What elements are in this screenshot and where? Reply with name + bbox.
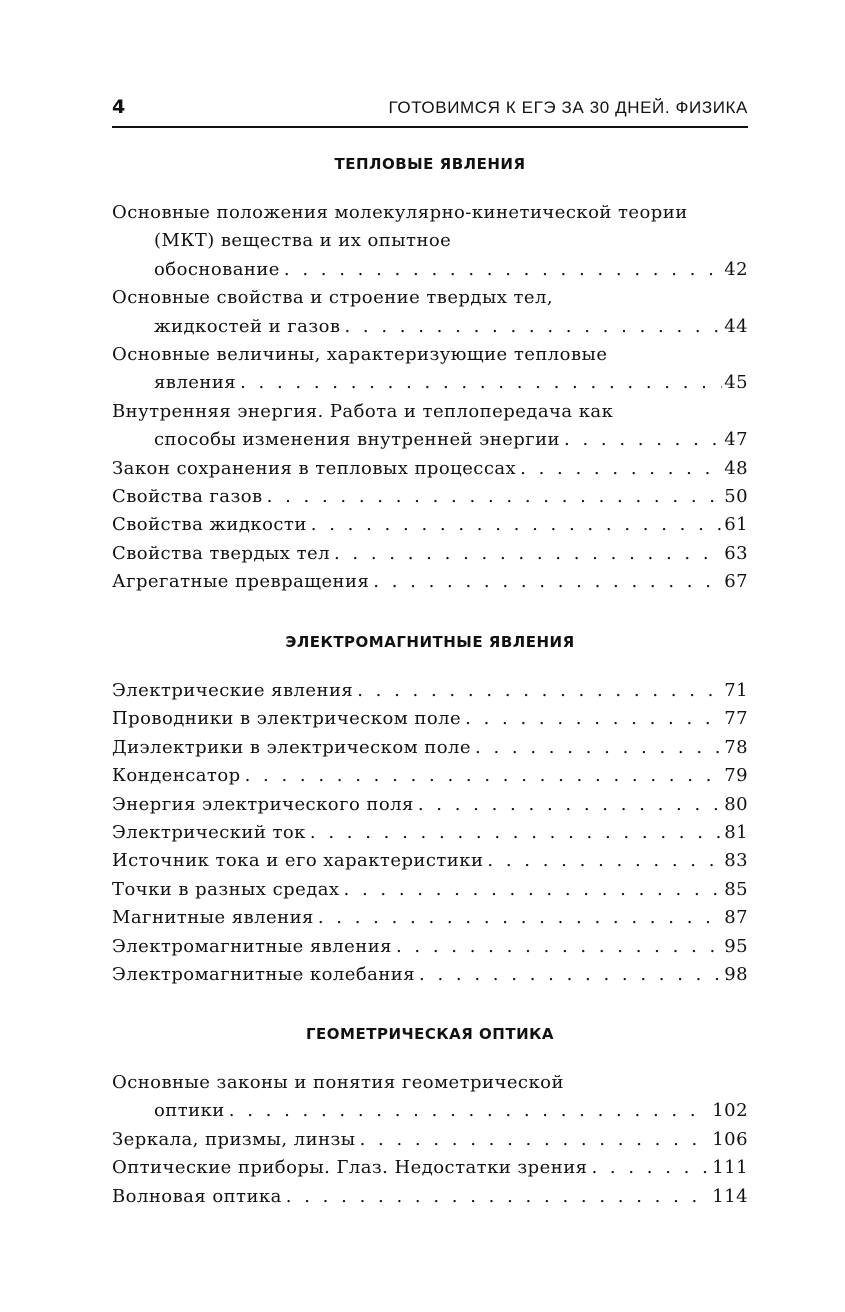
toc-entry-label: Свойства твердых тел — [112, 542, 330, 564]
toc-entry-line — [112, 677, 748, 705]
toc-entry-label: Основные свойства и строение твердых тел, — [112, 287, 554, 309]
toc-entry-line — [112, 933, 748, 961]
toc-entry[interactable] — [112, 199, 748, 284]
toc-page-number: 98 — [724, 964, 748, 986]
toc-page-number: 111 — [712, 1157, 748, 1179]
toc-entry[interactable] — [112, 705, 748, 733]
toc-entry-label: Электромагнитные колебания — [112, 964, 416, 986]
running-title: ГОТОВИМСЯ К ЕГЭ ЗА 30 ДНЕЙ. ФИЗИКА — [388, 98, 748, 117]
dot-leader — [310, 819, 722, 847]
toc-entry-label: Агрегатные превращения — [112, 571, 370, 593]
toc-entry-line — [112, 1069, 748, 1097]
section-electromagnetic — [112, 631, 748, 989]
toc-entry-label: Магнитные явления — [112, 907, 314, 929]
toc-entry-line — [112, 256, 748, 284]
toc-entry-label: способы изменения внутренней энергии — [154, 429, 561, 451]
toc-entry-line — [112, 483, 748, 511]
toc-entry-label: Диэлектрики в электрическом поле — [112, 736, 472, 758]
toc-page-number: 48 — [724, 457, 748, 479]
toc-page-number: 67 — [724, 571, 748, 593]
toc-entry-line — [112, 227, 748, 255]
toc-entry-line — [112, 961, 748, 989]
toc-entry-label: Электромагнитные явления — [112, 935, 392, 957]
toc-entry-label: Электрические явления — [112, 680, 354, 701]
toc-entry-label: оптики — [154, 1100, 225, 1122]
toc-page-number: 80 — [724, 793, 748, 815]
toc-entry[interactable] — [112, 734, 748, 762]
toc-entry-label: Закон сохранения в тепловых процессах — [112, 457, 517, 479]
toc-page-number: 44 — [724, 315, 748, 337]
toc-page-number: 87 — [724, 907, 748, 929]
section-title: ГЕОМЕТРИЧЕСКАЯ ОПТИКА — [306, 1025, 554, 1043]
dot-leader — [318, 904, 722, 932]
dot-leader — [286, 1183, 710, 1211]
toc-entry-label: Волновая оптика — [112, 1185, 282, 1207]
toc-entry[interactable] — [112, 1154, 748, 1182]
page-number: 4 — [112, 96, 126, 118]
toc-list — [112, 677, 748, 989]
toc-entry-label: Зеркала, призмы, линзы — [112, 1128, 356, 1150]
toc-entry-line — [112, 199, 748, 227]
section-title: ТЕПЛОВЫЕ ЯВЛЕНИЯ — [334, 155, 526, 173]
toc-entry-line — [112, 540, 748, 568]
toc-entry-label: Конденсатор — [112, 765, 241, 787]
toc-entry-line — [112, 819, 748, 847]
toc-entry-label: Проводники в электрическом поле — [112, 708, 462, 730]
section-title: ЭЛЕКТРОМАГНИТНЫЕ ЯВЛЕНИЯ — [285, 633, 575, 651]
toc-entry-line — [112, 398, 748, 426]
toc-page-number: 61 — [724, 514, 748, 536]
toc-entry-line — [112, 734, 748, 762]
toc-entry-label: жидкостей и газов — [154, 315, 341, 337]
dot-leader — [396, 933, 722, 961]
toc-entry[interactable] — [112, 284, 748, 341]
dot-leader — [344, 313, 722, 341]
dot-leader — [240, 369, 722, 397]
page-header — [112, 96, 748, 128]
toc-entry[interactable] — [112, 1183, 748, 1211]
toc-list — [112, 199, 748, 597]
toc-entry-line — [112, 705, 748, 733]
toc-page-number: 81 — [724, 822, 748, 844]
toc-entry-line — [112, 876, 748, 904]
toc-entry-line — [112, 1126, 748, 1154]
toc-entry-line — [112, 1183, 748, 1211]
toc-entry-label: Свойства жидкости — [112, 514, 307, 536]
dot-leader — [311, 511, 722, 539]
toc-entry-line — [112, 791, 748, 819]
toc-entry-label: Основные положения молекулярно-кинетической теории — [112, 202, 688, 223]
toc-page-number: 47 — [724, 429, 748, 451]
toc-entry-line — [112, 1097, 748, 1125]
toc-entry-line — [112, 455, 748, 483]
toc-entry-label: Энергия электрического поля — [112, 793, 414, 815]
toc-entry-line — [112, 904, 748, 932]
toc-entry[interactable] — [112, 1069, 748, 1126]
toc-page-number: 42 — [724, 258, 748, 280]
toc-list — [112, 1069, 748, 1211]
toc-page-number: 71 — [724, 680, 748, 701]
toc-entry[interactable] — [112, 455, 748, 483]
toc-entry-label: Свойства газов — [112, 486, 263, 508]
dot-leader — [344, 876, 723, 904]
toc-entry[interactable] — [112, 847, 748, 875]
dot-leader — [487, 847, 722, 875]
toc-entry-label: явления — [154, 372, 237, 394]
dot-leader — [591, 1154, 710, 1182]
toc-entry[interactable] — [112, 1126, 748, 1154]
section-thermal — [112, 153, 748, 597]
dot-leader — [267, 483, 723, 511]
dot-leader — [360, 1126, 711, 1154]
toc-page-number: 78 — [724, 736, 748, 758]
toc-entry[interactable] — [112, 762, 748, 790]
toc-entry-line — [112, 762, 748, 790]
toc-entry-label: Основные законы и понятия геометрической — [112, 1072, 564, 1093]
toc-page-number: 102 — [712, 1100, 748, 1122]
toc-entry-line — [112, 341, 748, 369]
toc-entry-line — [112, 369, 748, 397]
dot-leader — [418, 791, 722, 819]
toc-page-number: 45 — [724, 372, 748, 394]
toc-entry-label: обоснование — [154, 258, 280, 280]
toc-entry[interactable] — [112, 540, 748, 568]
toc-entry-line — [112, 284, 748, 312]
toc-page-number: 106 — [712, 1128, 748, 1150]
toc-page-number: 79 — [724, 765, 748, 787]
toc-entry[interactable] — [112, 568, 748, 596]
toc-entry-line — [112, 847, 748, 875]
toc-page-number: 95 — [724, 935, 748, 957]
toc-entry-label: (МКТ) вещества и их опытное — [154, 230, 452, 252]
toc-entry-line — [112, 1154, 748, 1182]
toc-entry[interactable] — [112, 398, 748, 455]
dot-leader — [334, 540, 722, 568]
toc-entry[interactable] — [112, 341, 748, 398]
toc-entry[interactable] — [112, 933, 748, 961]
dot-leader — [357, 677, 722, 705]
toc-page-number: 50 — [724, 486, 748, 508]
dot-leader — [520, 455, 722, 483]
toc-entry[interactable] — [112, 791, 748, 819]
toc-page-number: 83 — [724, 850, 748, 872]
dot-leader — [564, 426, 722, 454]
toc-entry[interactable] — [112, 876, 748, 904]
toc-entry[interactable] — [112, 511, 748, 539]
toc-entry[interactable] — [112, 819, 748, 847]
toc-entry-label: Точки в разных средах — [112, 878, 340, 900]
toc-entry-label: Оптические приборы. Глаз. Недостатки зрения — [112, 1157, 588, 1179]
dot-leader — [229, 1097, 711, 1125]
toc-page-number: 114 — [712, 1185, 748, 1207]
toc-entry[interactable] — [112, 904, 748, 932]
dot-leader — [245, 762, 723, 790]
toc-entry-line — [112, 313, 748, 341]
toc-entry-label: Электрический ток — [112, 822, 306, 844]
toc-entry-line — [112, 511, 748, 539]
toc-entry[interactable] — [112, 483, 748, 511]
dot-leader — [419, 961, 722, 989]
toc-entry[interactable] — [112, 961, 748, 989]
toc-entry-label: Источник тока и его характеристики — [112, 850, 484, 872]
dot-leader — [284, 256, 722, 284]
dot-leader — [475, 734, 722, 762]
dot-leader — [465, 705, 722, 733]
toc-entry-label: Внутренняя энергия. Работа и теплопередача как — [112, 400, 614, 422]
toc-page-number: 85 — [724, 878, 748, 900]
section-optics — [112, 1023, 748, 1211]
toc-entry[interactable] — [112, 677, 748, 705]
toc-entry-line — [112, 568, 748, 596]
toc-entry-line — [112, 426, 748, 454]
toc-page-number: 77 — [724, 708, 748, 730]
dot-leader — [373, 568, 722, 596]
toc-entry-label: Основные величины, характеризующие тепловые — [112, 344, 608, 366]
toc-page-number: 63 — [724, 542, 748, 564]
